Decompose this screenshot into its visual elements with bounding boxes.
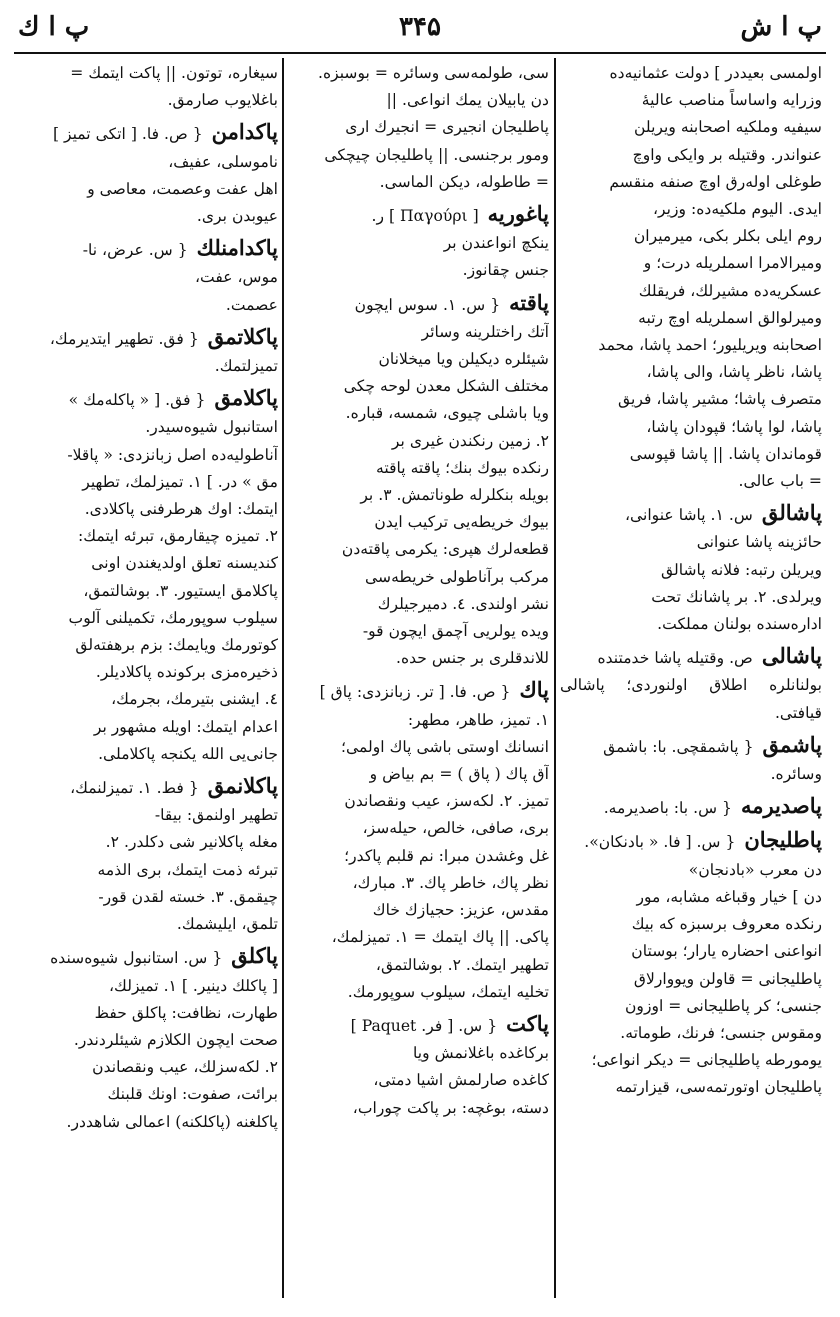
text-line: تميز. ٢. لكه‌سز، عيب ونقصاندن [344, 792, 549, 811]
text-line: تطهير ايتمك. ٢. بوشالتمق، [375, 955, 549, 974]
text-line: = طاطوله، ديكن الماسى. [379, 172, 549, 191]
definition-start: { فط. ١. تميزلنمك، [70, 779, 199, 798]
text-line: اعدام ايتمك: اويله مشهور بر [93, 717, 278, 736]
dictionary-entry [16, 234, 278, 319]
text-line: آق پاك ( پاق ) = بم بياض و [369, 765, 549, 784]
text-line: ٤. ايشنى بتيرمك، بجرمك، [111, 690, 278, 709]
page-header [14, 10, 826, 50]
text-line: انسانك اوستى باشى پاك اولمى؛ [341, 737, 549, 756]
text-line: = باب عالى. [738, 472, 822, 491]
header-right-guideword: پ ا ش [740, 12, 822, 42]
dictionary-entry [16, 384, 278, 768]
text-line: آتك راختلرينه وسائر [421, 322, 549, 341]
text-line: [ پاكلك دينير. ] ١. تميزلك، [109, 976, 278, 995]
definition-start: { س. ١. سوس ايچون [354, 295, 501, 314]
text-line: صحت ايچون الكلازم شيئلردندر. [73, 1030, 278, 1049]
text-line: چيقمق. ٣. خسته لقدن قور- [98, 887, 278, 906]
page-number: ۳۴۵ [399, 12, 441, 42]
text-line: پاشا، ناظر پاشا، والى پاشا، [646, 363, 822, 382]
text-line: موس، عفت، [195, 268, 278, 287]
headword: پاغوريه [487, 201, 549, 227]
header-rule [14, 52, 826, 54]
text-line: مغله پاكلانير شى دكلدر. ٢. [105, 833, 278, 852]
text-line: سيغاره، توتون. || پاكت ايتمك = [70, 64, 278, 82]
text-line: ٢. لكه‌سزلك، عيب ونقصاندن [92, 1058, 278, 1077]
text-line: ومقوس جنسى؛ فرنك، طوماته. [620, 1023, 822, 1042]
definition-start: { فق. [ « پاكلەمك » [68, 391, 206, 410]
text-line: انواعنى احضاره يارار؛ بوستان [631, 942, 822, 961]
text-line: طهارت، نظافت: پاكلق حفظ [94, 1003, 278, 1022]
text-line: ويا باشلى چيوى، شمسه، قباره. [345, 404, 549, 423]
dictionary-entry [287, 1010, 549, 1122]
text-line: رنكده بيوك بنك؛ پاقته پاقته [376, 458, 549, 477]
text-line: وميرلوالق اسملريله اوچ رتبه [638, 308, 822, 327]
definition-start: ص. وقتيله پاشا خدمتنده [597, 649, 753, 668]
text-line: مختلف الشكل معدن لوحه چكى [343, 377, 549, 396]
definition-start: { فق. تطهير ايتديرمك، [49, 329, 199, 348]
text-line: پاكلغنه (پاكلكنه) اعمالى شاهددر. [66, 1112, 278, 1131]
text-line: نشر اولندى. ٤. دميرجيلرك [377, 594, 549, 613]
entry-first-line [560, 499, 822, 529]
text-line: نظر پاك، خاطر پاك. ٣. مبارك، [352, 873, 549, 892]
text-line: متصرف پاشا؛ مشير پاشا، فريق [618, 390, 822, 409]
headword: پاكلاتمق [207, 323, 278, 349]
headword: پاكلامق [214, 385, 278, 411]
dictionary-entry [287, 289, 549, 673]
text-line: عصمت. [225, 295, 278, 314]
column-divider-2 [282, 58, 284, 1298]
text-line: بويله بنكلرله طوناتمش. ٣. بر [360, 486, 549, 505]
text-line: سيلوب سوپورمك، تكميلنى آلوب [68, 608, 278, 627]
entry-first-line [16, 234, 278, 264]
text-line: تطهير اولنمق: بيقا- [154, 806, 278, 825]
text-line: دسته، بوغچه: بر پاكت چوراب، [352, 1098, 549, 1117]
text-line: دن ] خيار وقباغه مشابه، مور [636, 887, 822, 906]
text-line: جنسى؛ كر پاطليجانى = اوزون [624, 996, 822, 1015]
entry-first-line [560, 642, 822, 672]
text-line: دن معرب «بادنجان» [688, 860, 822, 879]
text-line: ٢. تميزه چيقارمق، تبرئه ايتمك: [77, 527, 278, 546]
text-line: وسائره. [770, 765, 822, 784]
dictionary-entry [560, 731, 822, 788]
text-line: مق » در. ] ١. تميزلمك، تطهير [82, 472, 278, 491]
entry-first-line [16, 118, 278, 148]
dictionary-entry [16, 772, 278, 938]
definition-start: { ص. فا. [ اتكى تميز ] [52, 125, 203, 144]
definition-start: س. ١. پاشا عنوانى، [624, 506, 753, 525]
text-line: برائت، صفوت: اونك قلبنك [107, 1085, 278, 1104]
entry-first-line [16, 942, 278, 972]
headword: پاشالى [761, 643, 822, 669]
text-line: ناموسلى، عفيف، [168, 152, 278, 171]
text-line: كاغده صارلمش اشيا دمتى، [373, 1071, 549, 1090]
dictionary-entry [287, 676, 549, 1005]
header-left-guideword: پ ا ك [18, 12, 90, 42]
definition-start: { س. [ فا. « بادنكان». [584, 833, 736, 852]
column-middle [287, 60, 549, 1300]
text-line: اصحابنه ويريليور؛ احمد پاشا، محمد [598, 336, 822, 355]
column-left [16, 60, 278, 1300]
text-line: ويريلن رتبه: فلانه پاشالق [660, 560, 822, 579]
dictionary-entry [16, 942, 278, 1135]
dictionary-entry [16, 60, 278, 114]
text-line: جنس چقانوز. [462, 261, 549, 280]
text-line: اداره‌سنده بولنان مملكت. [657, 615, 822, 634]
entry-first-line [287, 1010, 549, 1040]
text-line: يومورطه پاطليجانى = ديكر انواعى؛ [591, 1051, 822, 1070]
text-line: بيوك خريطه‌يى تركيب ايدن [374, 513, 549, 532]
text-line: سيفيه وملكيه اصحابنه ويريلن [634, 118, 822, 137]
text-line: آناطوليه‌ده اصل زبانزدى: « پاقلا- [67, 445, 278, 464]
text-line: ينكچ انواعندن بر [443, 234, 549, 253]
dictionary-entry [560, 826, 822, 1101]
headword: پاكت [506, 1010, 549, 1036]
text-line: تميزلتمك. [214, 357, 278, 376]
text-line: برى، صافى، خالص، حيله‌سز، [362, 819, 549, 838]
text-line: استانبول شيوه‌سيدر. [145, 418, 278, 437]
headword: پاكدامنلك [196, 235, 278, 261]
headword: پاك [519, 677, 549, 703]
text-line: كوتورمك ويايمك: بزم برهفته‌لق [75, 636, 278, 655]
text-line: ذخيره‌مزى بركونده پاكلاديلر. [95, 663, 278, 682]
headword: پاقته [509, 289, 549, 315]
entry-first-line [287, 289, 549, 319]
text-line: اهل عفت وعصمت، معاصى و [87, 179, 278, 198]
dictionary-entry [16, 118, 278, 230]
entry-first-line [560, 792, 822, 822]
text-line: وميرالامرا اسملريله درت؛ و [643, 254, 822, 273]
text-line: پاطليجانى = قاولن ويووارلاق [633, 969, 822, 988]
text-line: ويده يولريى آچمق ايچون قو- [362, 622, 549, 641]
text-line: بولنانلره اطلاق اولنوردى؛ پاشالى قيافتى. [560, 676, 822, 722]
definition-start: { ص. فا. [ تر. زبانزدى: پاق ] [319, 683, 511, 702]
text-line: اولمسى بعيددر ] دولت عثمانيه‌ده [609, 64, 822, 82]
text-line: پاكلامق ايستيور. ٣. بوشالتمق، [83, 581, 278, 600]
definition-start: { س. [ فر. Paquet ] [350, 1016, 498, 1035]
text-line: كنديسنه تعلق اولديغندن اونى [91, 554, 278, 573]
text-line: ١. تميز، طاهر، مطهر: [407, 710, 549, 729]
text-line: وزرايه واساساً مناصب عاليهٔ [641, 91, 822, 110]
definition-start: { پاشمقچى. با: باشمق [603, 737, 754, 756]
text-line: ايدى. اليوم ملكيه‌ده: وزير، [653, 200, 822, 219]
headword: پاشمق [762, 731, 822, 757]
headword: پاكدامن [211, 119, 278, 145]
definition-start: { س. با: باصديرمه. [603, 799, 732, 818]
text-line: طوغلى اولەرق اوچ صنفه منقسم [609, 172, 822, 191]
entry-first-line [16, 384, 278, 414]
text-line: ومور برجنسى. || پاطليجان چيچكى [324, 145, 549, 164]
entry-first-line [16, 323, 278, 353]
dictionary-entry [287, 60, 549, 196]
text-line: حائزينه پاشا عنوانى [696, 533, 822, 552]
text-line: للاندقلرى بر جنس حدە. [396, 649, 549, 668]
entry-first-line [16, 772, 278, 802]
text-line: جانى‌يى الله يكنجه پاكلاملى. [98, 744, 278, 763]
text-line: قوماندان پاشا. || پاشا قپوسى [629, 444, 822, 463]
dictionary-entry [560, 60, 822, 495]
text-line: دن يابيلان يمك انواعى. || [386, 91, 549, 110]
text-line: پاطليجان انجيرى = انجيرك ارى [345, 118, 549, 137]
text-line: تبرئه ذمت ايتمك، برى الذمه [97, 860, 278, 879]
text-line: مركب برآناطولى خريطه‌سى [365, 567, 549, 586]
dictionary-entry [560, 499, 822, 638]
text-line: شيئلره ديكيلن ويا ميخلانان [378, 350, 549, 369]
column-right [560, 60, 822, 1300]
text-line: سى، طولمه‌سى وسائره = بوسبزه. [317, 64, 549, 82]
text-line: عيوبدن برى. [196, 207, 278, 226]
text-line: قطعه‌لرك هپرى: يكرمى پاقته‌دن [341, 540, 549, 559]
text-line: باغلايوب صارمق. [167, 91, 278, 110]
entry-first-line [560, 826, 822, 856]
text-line: پاكى. || پاك ايتمك = ١. تميزلمك، [331, 928, 549, 947]
text-line: روم ايلى بكلر بكى، ميرميران [633, 227, 822, 246]
text-line: بركاغده باغلانمش ويا [413, 1044, 549, 1063]
dictionary-entry [16, 323, 278, 380]
text-line: پاشا، لوا پاشا؛ قپودان پاشا، [646, 417, 822, 436]
text-line: غل وغشدن مبرا: نم قلبم پاكدر؛ [344, 846, 549, 865]
text-line: ايتمك: اوك هرطرفنى پاكلادى. [84, 500, 278, 519]
text-line: رنكده معروف برسبزه كه بيك [631, 915, 822, 934]
headword: پاصديرمه [740, 793, 822, 819]
text-line: ٢. زمين رنكندن غيرى بر [391, 431, 549, 450]
text-line: تلمق، ايليشمك. [176, 915, 278, 934]
text-line: تخليه ايتمك، سيلوب سوپورمك. [347, 982, 549, 1001]
column-divider-1 [554, 58, 556, 1298]
entry-first-line [560, 731, 822, 761]
definition-start: { س. استانبول شيوه‌سنده [50, 949, 223, 968]
entry-first-line [287, 200, 549, 230]
text-line: پاطليجان اوتورتمه‌سى، قيزارتمه [615, 1078, 822, 1097]
headword: پاشالق [761, 500, 822, 526]
definition-start: { س. عرض، نا- [82, 241, 188, 260]
entry-first-line [287, 676, 549, 706]
dictionary-entry [287, 200, 549, 285]
headword: پاكلانمق [207, 773, 278, 799]
text-line: عسكريه‌ده مشيرلك، فريقلك [638, 281, 822, 300]
text-line: ويرلدى. ٢. بر پاشانك تحت [651, 587, 822, 606]
headword: پاطليجان [744, 827, 822, 853]
text-line: مقدس، عزيز: حجيازك خاك [372, 901, 549, 920]
definition-start: [ Παγούρι ] ر. [371, 207, 479, 226]
dictionary-entry [560, 642, 822, 727]
dictionary-entry [560, 792, 822, 822]
text-line: عنواندر. وقتيله بر وايكى واوچ [632, 145, 822, 164]
headword: پاكلق [231, 943, 278, 969]
